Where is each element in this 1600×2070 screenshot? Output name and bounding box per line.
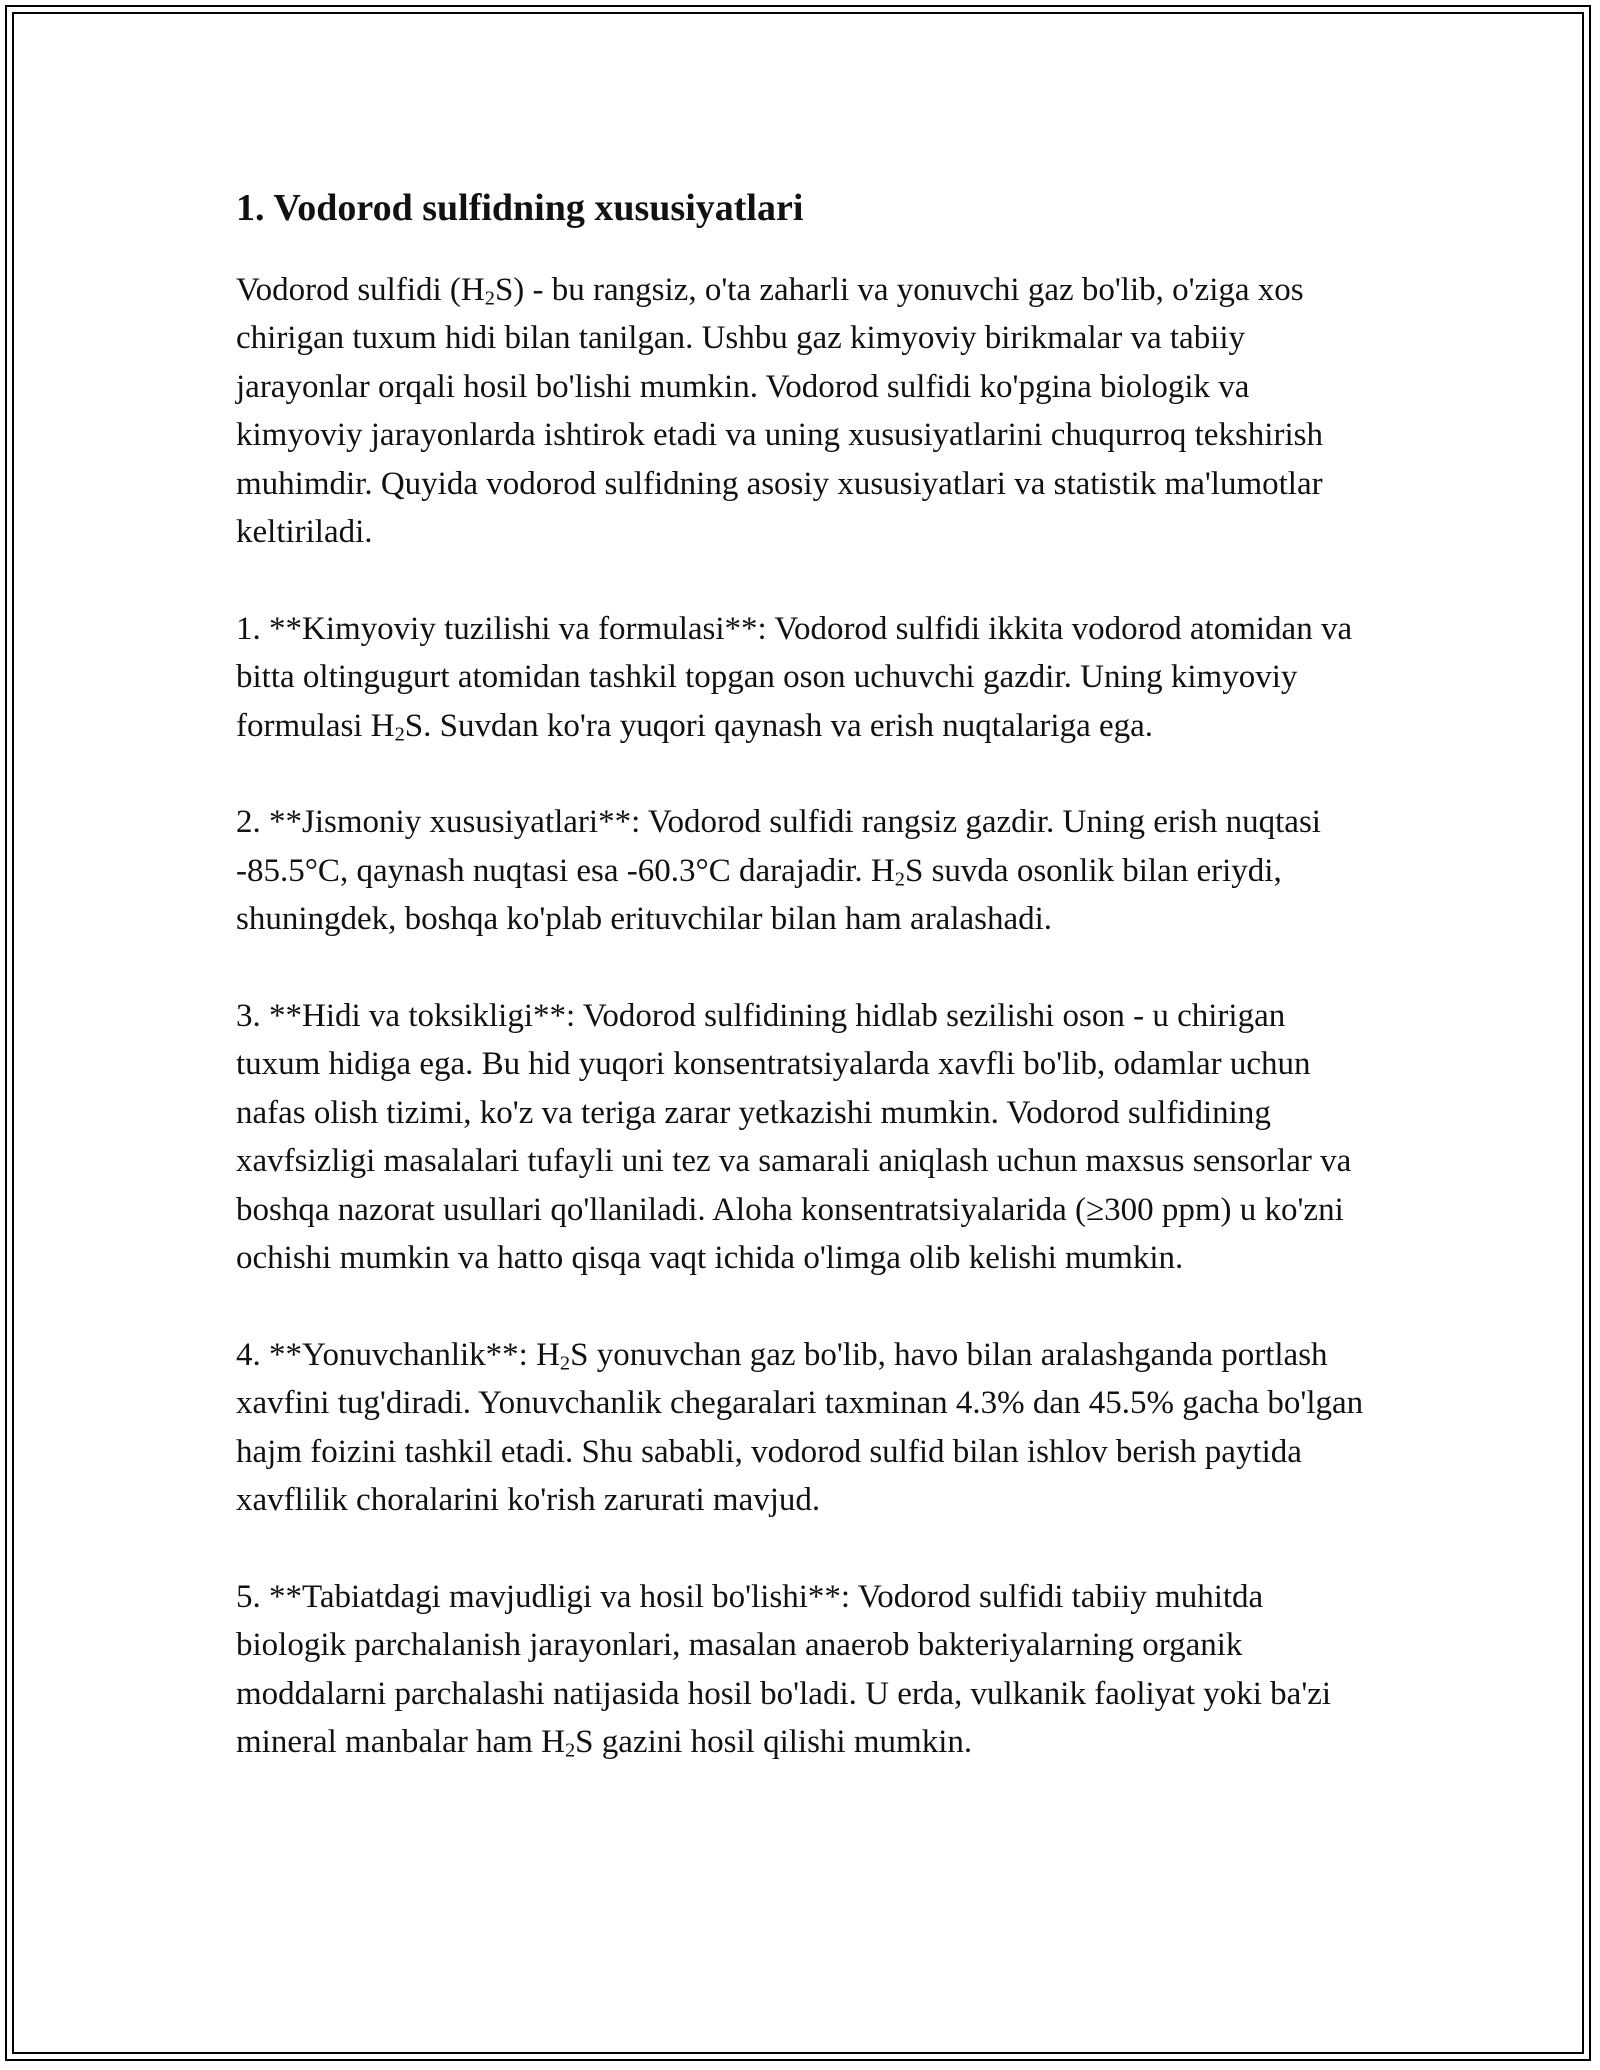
list-item-2 — [236, 798, 1376, 944]
item4-text-b: S yonuvchan gaz bo'lib, havo bilan aralashganda portlash xavfini tug'diradi. Yonuvchanlik chegaralari taxminan 4.3% dan 45.5% gacha bo'lgan hajm foizini tashkil etadi. Shu sababli, vodorod sulfid bilan ishlov berish paytida xavflilik choralarini ko'rish zarurati mavjud. — [236, 1336, 1364, 1519]
intro-text-b: S) - bu rangsiz, o'ta zaharli va yonuvchi gaz bo'lib, o'ziga xos chirigan tuxum hidi bilan tanilgan. Ushbu gaz kimyoviy birikmalar va tabiiy jarayonlar orqali hosil bo'lishi mumkin. Vodorod sulfidi ko'pgina biologik va kimyoviy jarayonlarda ishtirok etadi va uning xususiyatlarini chuqurroq tekshirish muhimdir. Quyida vodorod sulfidning asosiy xususiyatlari va statistik ma'lumotlar keltiriladi. — [236, 271, 1323, 551]
item1-text-b: S. Suvdan ko'ra yuqori qaynash va erish nuqtalariga ega. — [404, 707, 1154, 744]
item1-text-a: 1. **Kimyoviy tuzilishi va formulasi**: Vodorod sulfidi ikkita vodorod atomidan va bitta oltingugurt atomidan tashkil topgan oson uchuvchi gazdir. Uning kimyoviy formulasi H — [236, 610, 1353, 744]
document-body — [236, 186, 1376, 1815]
list-item-1 — [236, 605, 1376, 751]
item2-text-b: S suvda osonlik bilan eriydi, shuningdek, boshqa ko'plab erituvchilar bilan ham aralashadi. — [236, 852, 1282, 938]
list-item-4 — [236, 1331, 1376, 1525]
intro-paragraph — [236, 266, 1376, 557]
list-item-5 — [236, 1573, 1376, 1767]
item4-text-a: 4. **Yonuvchanlik**: H — [236, 1336, 560, 1373]
item2-text-a: 2. **Jismoniy xususiyatlari**: Vodorod sulfidi rangsiz gazdir. Uning erish nuqtasi -85.5°C, qaynash nuqtasi esa -60.3°C darajadir. H — [236, 804, 1321, 889]
item1-subscript: 2 — [394, 723, 405, 746]
item5-text-a: 5. **Tabiatdagi mavjudligi va hosil bo'lishi**: Vodorod sulfidi tabiiy muhitda biologik parchalanish jarayonlari, masalan anaerob bakteriyalarning organik moddalarni parchalashi natijasida hosil bo'ladi. U erda, vulkanik faoliyat yoki ba'zi mineral manbalar ham H — [236, 1578, 1332, 1761]
intro-text-a: Vodorod sulfidi (H — [236, 271, 485, 308]
list-item-3: 3. **Hidi va toksikligi**: Vodorod sulfidining hidlab sezilishi oson - u chirigan tuxum hidiga ega. Bu hid yuqori konsentratsiyalarda xavfli bo'lib, odamlar uchun nafas olish tizimi, ko'z va teriga zarar yetkazishi mumkin. Vodorod sulfidining xavfsizligi masalalari tufayli uni tez va samarali aniqlash uchun maxsus sensorlar va boshqa nazorat usullari qo'llaniladi. Aloha konsentratsiyalarida (≥300 ppm) u ko'zni ochishi mumkin va hatto qisqa vaqt ichida o'limga olib kelishi mumkin. — [236, 997, 1352, 1277]
item4-subscript: 2 — [559, 1352, 571, 1375]
section-heading: 1. Vodorod sulfidning xususiyatlari — [236, 187, 804, 229]
item5-text-b: S gazini hosil qilishi mumkin. — [575, 1724, 973, 1761]
item5-subscript: 2 — [564, 1739, 576, 1762]
item2-subscript: 2 — [894, 868, 905, 891]
intro-subscript: 2 — [484, 287, 495, 310]
